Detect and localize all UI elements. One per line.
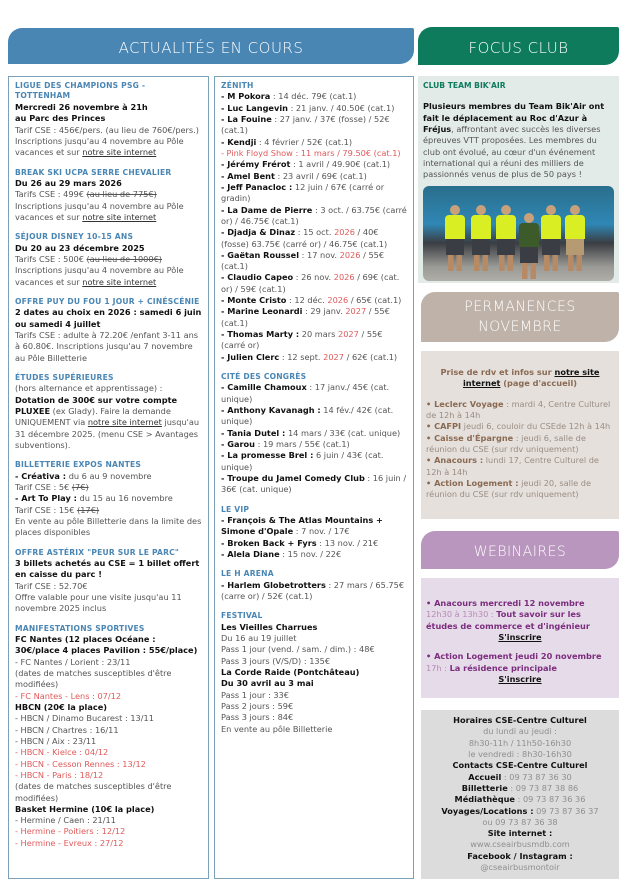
expo-date: du 6 au 9 novembre bbox=[66, 470, 152, 481]
contact-label: Voyages/Locations : bbox=[441, 805, 534, 816]
section-zenith bbox=[221, 81, 407, 363]
tarif-label: Tarif CSE : 15€ bbox=[15, 504, 78, 515]
webinar-detail bbox=[426, 609, 614, 632]
match-note: (dates de matches susceptibles d'être modifiées) bbox=[15, 668, 172, 690]
tarif-text: Tarifs CSE : adulte à 72.20€ /enfant 3-11 ans à 60.80€. Inscriptions jusqu'au 7 novembre au Pôle Billetterie bbox=[15, 330, 199, 363]
show-item bbox=[221, 171, 407, 182]
show-name: - La promesse Brel : bbox=[221, 450, 314, 461]
show-info: 6 juin / 43€ (cat. unique) bbox=[221, 450, 384, 472]
site-link[interactable]: notre site internet bbox=[82, 211, 157, 222]
webinar-heading: • Action Logement jeudi 20 novembre bbox=[426, 651, 602, 662]
event-date: Du 26 au 29 mars 2026 bbox=[15, 177, 122, 188]
match-item: - HBCN / Dinamo Bucarest : 13/11 bbox=[15, 713, 154, 724]
expo-note: En vente au pôle Billetterie dans la limite des places disponibles bbox=[15, 516, 202, 538]
show-name: - Marine Leonardi bbox=[221, 306, 303, 317]
show-name: - Monte Cristo bbox=[221, 295, 287, 306]
offer-validity: Offre valable pour une visite jusqu'au 11 novembre 2025 inclus bbox=[15, 592, 182, 614]
show-item bbox=[221, 137, 407, 148]
register-link[interactable]: S'inscrire bbox=[498, 673, 542, 684]
expo-item bbox=[15, 471, 202, 482]
expo-name: - Créativa : bbox=[15, 470, 67, 481]
permanence-item bbox=[426, 421, 614, 432]
show-info: 20 mars bbox=[299, 329, 339, 340]
show-name: - Djadja & Dinaz bbox=[221, 227, 296, 238]
webinar-topic: Tout savoir sur les études de commerce et d'ingénieur bbox=[426, 609, 590, 631]
actualites-header: ACTUALITÉS EN COURS bbox=[8, 28, 414, 64]
club-title: CLUB TEAM BIK'AIR bbox=[423, 81, 506, 90]
show-name: - Anthony Kavanagh : bbox=[221, 405, 321, 416]
show-info: 14 mars / 33€ (cat. unique) bbox=[285, 427, 401, 438]
show-name: - Tania Dutel : bbox=[221, 427, 286, 438]
permanence-name: • Caisse d'Épargne bbox=[426, 432, 514, 443]
show-item bbox=[221, 473, 407, 496]
permanence-info: lundi 17, Centre Culturel de 12h à 14h bbox=[426, 455, 599, 477]
permanence-info: jeudi 6, couloir du CSEde 12h à 14h bbox=[461, 421, 611, 432]
show-info: : 29 janv. bbox=[302, 306, 346, 317]
section-psg bbox=[15, 81, 202, 159]
section-title: BILLETTERIE EXPOS NANTES bbox=[15, 460, 142, 470]
festival-pass: Pass 2 jours : 59€ bbox=[221, 701, 294, 712]
event-venue: au Parc des Princes bbox=[15, 113, 106, 124]
show-info: : 27 janv. / 37€ (fosse) / 52€ (cat.1) bbox=[221, 114, 390, 136]
show-item bbox=[221, 272, 407, 295]
show-item bbox=[221, 352, 407, 363]
match-item: - HBCN - Cesson Rennes : 13/12 bbox=[15, 758, 146, 769]
permanence-item bbox=[426, 478, 614, 501]
match-item: - HBCN / Aix : 23/11 bbox=[15, 735, 97, 746]
old-price: (17€) bbox=[77, 504, 100, 515]
show-item bbox=[221, 295, 407, 306]
show-name: - Pink Floyd Show bbox=[221, 148, 293, 159]
show-item bbox=[221, 538, 407, 549]
match-item: - Hermine - Evreux : 27/12 bbox=[15, 837, 124, 848]
section-title: FESTIVAL bbox=[221, 611, 263, 621]
festival-date: Du 16 au 19 juillet bbox=[221, 633, 297, 644]
permanences-intro bbox=[426, 367, 614, 390]
show-name: - Gaëtan Roussel bbox=[221, 249, 300, 260]
show-item bbox=[221, 114, 407, 137]
show-item bbox=[221, 159, 407, 170]
show-name: - Garou bbox=[221, 439, 255, 449]
contact-phone: 09 73 87 36 37 bbox=[533, 805, 599, 816]
show-info: : 23 avril / 69€ (cat.1) bbox=[274, 170, 367, 181]
show-info: : 19 mars / 55€ (cat.1) bbox=[255, 439, 350, 449]
show-info: / 69€ (cat. or) / 59€ (cat.1) bbox=[221, 272, 400, 294]
show-name: - Kendji bbox=[221, 136, 257, 147]
festival-date: Du 30 avril au 3 mai bbox=[221, 678, 314, 689]
show-info: : 4 février / 52€ (cat.1) bbox=[256, 136, 353, 147]
social-label: Facebook / Instagram : bbox=[467, 850, 573, 861]
club-description bbox=[423, 101, 614, 180]
show-name: - Amel Bent bbox=[221, 170, 275, 181]
inscription-label: Inscriptions jusqu'au 4 novembre au Pôle vacances et sur bbox=[15, 135, 184, 158]
event-date: 2 dates au choix en 2026 : samedi 6 juin ou samedi 4 juillet bbox=[15, 307, 202, 329]
show-year: 2027 bbox=[338, 329, 359, 340]
webinar-heading: • Anacours mercredi 12 novembre bbox=[426, 598, 585, 608]
contact-line bbox=[425, 806, 615, 817]
tarif-label: Tarifs CSE : 499€ bbox=[15, 189, 87, 200]
rider-figure bbox=[445, 205, 465, 271]
show-info: : 27 mars / 65.75€ (carre or) / 52€ (cat.1) bbox=[221, 579, 405, 602]
show-item bbox=[221, 515, 407, 538]
show-year: 2027 bbox=[323, 351, 344, 362]
webinaires-panel bbox=[421, 578, 619, 698]
team-heading: FC Nantes (12 places Océane : 30€/place 4 places Pavilion : 55€/place) bbox=[15, 634, 198, 656]
festival-name: Les Vieilles Charrues bbox=[221, 621, 318, 632]
show-year: 2026 bbox=[327, 295, 349, 306]
rider-figure bbox=[496, 205, 516, 271]
permanence-name: • Anacours : bbox=[426, 455, 484, 466]
show-item bbox=[221, 205, 407, 228]
section-title: LE H ARENA bbox=[221, 569, 274, 579]
show-info: : 16 juin / 36€ (cat. unique) bbox=[221, 472, 407, 495]
section-title: LIGUE DES CHAMPIONS PSG - TOTTENHAM bbox=[15, 81, 146, 101]
permanence-item bbox=[426, 433, 614, 456]
section-title: LE VIP bbox=[221, 504, 250, 514]
permanence-item bbox=[426, 455, 614, 478]
show-item bbox=[221, 405, 407, 428]
permanence-info: jeudi 20, salle de réunion du CSE (sur rdv uniquement) bbox=[426, 477, 592, 500]
club-description-bold: Plusieurs membres du Team Bik'Air ont fait le déplacement au Roc d'Azur à Fréjus bbox=[423, 101, 605, 135]
show-info: : 17 janv./ 45€ (cat. unique) bbox=[221, 382, 390, 404]
show-name: - Claudio Capeo bbox=[221, 272, 294, 283]
show-year: 2027 bbox=[345, 306, 367, 317]
show-info: / 55€ (cat.1) bbox=[221, 249, 385, 272]
section-disney bbox=[15, 232, 202, 288]
inscription-text bbox=[15, 136, 202, 159]
show-info: / 40€ (fosse) 63.75€ (carré or) / 46.75€ (cat.1) bbox=[221, 227, 388, 249]
show-info: / 55€ (carré or) bbox=[221, 329, 383, 351]
show-year: 2026 bbox=[339, 249, 361, 260]
expo-name: - Art To Play : bbox=[15, 493, 77, 504]
section-festival bbox=[221, 611, 407, 735]
social-handle[interactable]: @cseairbusmontoir bbox=[480, 862, 560, 873]
show-name: - Broken Back + Fyrs bbox=[221, 537, 317, 548]
inscription-label: Inscriptions jusqu'au 4 novembre au Pôle vacances et sur bbox=[15, 200, 184, 222]
contact-line bbox=[425, 772, 615, 783]
permanence-name: • CAFPI bbox=[426, 421, 462, 432]
site-label: Site internet : bbox=[487, 828, 553, 839]
show-item bbox=[221, 428, 407, 439]
intro-text: (page d'accueil) bbox=[500, 378, 577, 389]
site-url[interactable]: www.cseairbusmdb.com bbox=[470, 839, 570, 850]
show-info: / 65€ (cat.1) bbox=[348, 295, 402, 306]
team-photo bbox=[423, 186, 614, 281]
section-title: ZÉNITH bbox=[221, 81, 254, 90]
event-date: Mercredi 26 novembre à 21h bbox=[15, 101, 148, 112]
permanence-name: • Leclerc Voyage bbox=[426, 398, 504, 409]
permanences-header: PERMANENCES NOVEMBRE bbox=[421, 292, 619, 342]
etudes-text-part: (ex Glady). Faire la demande UNIQUEMENT via bbox=[15, 406, 171, 428]
expo-tarif bbox=[15, 505, 202, 516]
show-name: - M Pokora bbox=[221, 91, 271, 102]
actualites-column-right bbox=[214, 76, 414, 879]
section-title: BREAK SKI UCPA SERRE CHEVALIER bbox=[15, 167, 172, 177]
etudes-note: (hors alternance et apprentissage) : bbox=[15, 383, 163, 394]
show-item bbox=[221, 549, 407, 560]
show-info: / 62€ (cat.1) bbox=[343, 351, 398, 362]
show-info: / 55€ (cat.1) bbox=[221, 306, 390, 328]
contact-phone: : 09 73 87 36 36 bbox=[514, 794, 586, 805]
show-info: 14 fév./ 42€ (cat. unique) bbox=[221, 405, 394, 427]
team-heading: Basket Hermine (10€ la place) bbox=[15, 803, 155, 814]
expo-date: du 15 au 16 novembre bbox=[76, 493, 173, 504]
intro-text: Prise de rdv et infos sur bbox=[440, 367, 555, 377]
rider-figure bbox=[565, 205, 585, 271]
section-expos bbox=[15, 460, 202, 538]
dotation-label: Dotation de 300€ sur votre compte PLUXEE bbox=[15, 394, 178, 417]
section-congres bbox=[221, 372, 407, 496]
match-item: - HBCN / Chartres : 16/11 bbox=[15, 724, 119, 735]
hours-line: 8h30-11h / 11h50-16h30 bbox=[468, 737, 572, 748]
show-name: - Camille Chamoux bbox=[221, 382, 307, 393]
section-title: OFFRE PUY DU FOU 1 JOUR + CINÉSCÉNIE bbox=[15, 296, 200, 306]
webinaires-header: WEBINAIRES bbox=[421, 531, 619, 569]
permanence-info: : jeudi 6, salle de réunion du CSE (sur rdv uniquement) bbox=[426, 432, 586, 454]
show-name: - François & The Atlas Mountains + Simone d'Opale bbox=[221, 515, 383, 537]
inscription-text bbox=[15, 265, 202, 288]
site-link[interactable]: notre site internet bbox=[462, 367, 600, 389]
show-item bbox=[221, 91, 407, 102]
show-info: : 26 nov. bbox=[293, 272, 334, 283]
tarif-label: Tarifs CSE : 500€ bbox=[15, 254, 87, 264]
show-info: : 13 nov. / 21€ bbox=[316, 537, 379, 548]
contact-line bbox=[425, 794, 615, 805]
section-title: ÉTUDES SUPÉRIEURES bbox=[15, 372, 114, 382]
show-name: - Jeff Panacloc : bbox=[221, 181, 293, 192]
show-info: : 3 oct. / 63.75€ (carré or) / 46.75€ (cat.1) bbox=[221, 204, 407, 226]
hours-line: le vendredi : 8h30-16h30 bbox=[468, 748, 572, 759]
show-info: : 14 déc. 79€ (cat.1) bbox=[270, 91, 357, 102]
show-info: : 15 nov. / 22€ bbox=[279, 548, 342, 559]
match-item: - FC Nantes / Lorient : 23/11 bbox=[15, 656, 131, 667]
show-info: : 21 janv. / 40.50€ (cat.1) bbox=[287, 102, 395, 113]
show-name: - La Dame de Pierre bbox=[221, 204, 313, 215]
show-info: : 17 nov. bbox=[299, 249, 340, 260]
section-sport bbox=[15, 624, 202, 849]
team-heading: HBCN (20€ la place) bbox=[15, 702, 108, 713]
festival-pass: Pass 3 jours : 84€ bbox=[221, 712, 294, 723]
show-info: 12 juin / 67€ (carré or gradin) bbox=[221, 181, 385, 204]
show-item-sold-out bbox=[221, 148, 407, 159]
webinar-detail bbox=[426, 663, 614, 674]
expo-item bbox=[15, 493, 202, 504]
show-item bbox=[221, 382, 407, 405]
show-name: - Jérémy Frérot bbox=[221, 159, 291, 170]
show-item bbox=[221, 329, 407, 352]
section-h-arena bbox=[221, 569, 407, 602]
show-item bbox=[221, 450, 407, 473]
tarif-text: Tarif CSE : 52.70€ bbox=[15, 580, 88, 591]
old-price: (au lieu de 1000€) bbox=[86, 254, 163, 264]
contacts-title: Contacts CSE-Centre Culturel bbox=[452, 760, 588, 771]
offer-text: 3 billets achetés au CSE = 1 billet offert en caisse du parc ! bbox=[15, 558, 200, 580]
show-info: : 15 oct. bbox=[295, 227, 335, 238]
section-title: SÉJOUR DISNEY 10-15 ANS bbox=[15, 232, 134, 242]
event-date: Du 20 au 23 décembre 2025 bbox=[15, 242, 145, 253]
show-name: - Julien Clerc bbox=[221, 351, 280, 362]
show-info: : 7 nov. / 17€ bbox=[293, 526, 350, 537]
festival-name: La Corde Raide (Pontchâteau) bbox=[221, 667, 360, 678]
show-year: 2026 bbox=[334, 227, 355, 238]
section-asterix bbox=[15, 548, 202, 615]
section-puy-du-fou bbox=[15, 297, 202, 364]
rider-figure bbox=[541, 205, 561, 271]
webinar-time: 12h30 à 13h30 : bbox=[426, 609, 497, 620]
show-name: - Thomas Marty : bbox=[221, 329, 300, 340]
match-item: - HBCN - Kielce : 04/12 bbox=[15, 747, 109, 758]
contact-phone: ou 09 73 87 36 38 bbox=[482, 816, 558, 827]
contact-panel bbox=[421, 710, 619, 879]
show-item bbox=[221, 182, 407, 205]
old-price: (au lieu de 775€) bbox=[86, 189, 157, 200]
festival-pass: Pass 1 jour : 33€ bbox=[221, 689, 289, 700]
webinar-topic: La résidence principale bbox=[449, 662, 557, 673]
show-info: : 11 mars / 79.50€ (cat.1) bbox=[292, 148, 401, 159]
permanences-panel bbox=[421, 351, 619, 519]
tarif-text bbox=[15, 189, 202, 200]
match-item: - HBCN - Paris : 18/12 bbox=[15, 769, 104, 780]
contact-label: Accueil bbox=[468, 771, 502, 782]
show-year: 2026 bbox=[333, 272, 355, 283]
contact-line bbox=[425, 783, 615, 794]
show-item bbox=[221, 103, 407, 114]
show-info: : 1 avril / 49.90€ (cat.1) bbox=[290, 159, 391, 170]
site-link[interactable]: notre site internet bbox=[82, 276, 157, 287]
section-title: MANIFESTATIONS SPORTIVES bbox=[15, 623, 145, 633]
focus-club-header: FOCUS CLUB bbox=[418, 27, 619, 65]
festival-note: En vente au pôle Billetterie bbox=[221, 723, 333, 734]
section-etudes bbox=[15, 373, 202, 451]
hours-title: Horaires CSE-Centre Culturel bbox=[453, 715, 587, 725]
hours-line: du lundi au jeudi : bbox=[483, 726, 557, 737]
expo-tarif bbox=[15, 482, 202, 493]
match-item: - FC Nantes - Lens : 07/12 bbox=[15, 690, 122, 701]
inscription-label: Inscriptions jusqu'au 4 novembre au Pôle vacances et sur bbox=[15, 265, 184, 287]
show-item bbox=[221, 250, 407, 273]
festival-pass: Pass 3 jours (V/S/D) : 135€ bbox=[221, 655, 331, 666]
etudes-text-part: jusqu'au 31 décembre 2025. (menu CSE > Avantages subventions). bbox=[15, 417, 200, 450]
webinar-time: 17h : bbox=[426, 662, 450, 673]
club-description-text: , affrontant avec succès les diverses épreuves VTT proposées. Les membres du club ont évolué, au cœur d'un événement international qui a réuni des milliers de passionnés venus de plus de 50 pays ! bbox=[423, 124, 601, 180]
tarif-label: Tarif CSE : 5€ bbox=[15, 482, 72, 493]
match-note: (dates de matches susceptibles d'être modifiées) bbox=[15, 781, 172, 803]
inscription-text bbox=[15, 201, 202, 224]
show-info: : 12 sept. bbox=[279, 351, 324, 362]
contact-phone: : 09 73 87 38 86 bbox=[507, 782, 579, 793]
show-name: - Alela Diane bbox=[221, 548, 280, 559]
section-vip bbox=[221, 505, 407, 561]
actualites-column-left bbox=[8, 76, 209, 879]
old-price: (7€) bbox=[71, 482, 89, 493]
contact-label: Médiathèque bbox=[454, 794, 515, 805]
show-item bbox=[221, 580, 407, 603]
permanence-info: : mardi 4, Centre Culturel de 12h à 14h bbox=[426, 398, 611, 420]
register-link[interactable]: S'inscrire bbox=[498, 631, 542, 642]
tarif-text: Tarif CSE : 456€/pers. (au lieu de 760€/pers.) bbox=[15, 124, 199, 135]
etudes-text bbox=[15, 395, 202, 452]
show-name: - Troupe du Jamel Comedy Club bbox=[221, 472, 365, 483]
permanence-name: • Action Logement : bbox=[426, 477, 519, 488]
site-link[interactable]: notre site internet bbox=[87, 417, 162, 428]
show-item bbox=[221, 306, 407, 329]
show-item bbox=[221, 439, 407, 450]
show-name: - Luc Langevin bbox=[221, 102, 288, 113]
show-info: : 12 déc. bbox=[286, 295, 328, 306]
tarif-text bbox=[15, 254, 202, 265]
section-title: CITÉ DES CONGRÈS bbox=[221, 371, 307, 381]
permanence-item bbox=[426, 399, 614, 422]
site-link[interactable]: notre site internet bbox=[82, 147, 157, 158]
section-ski bbox=[15, 168, 202, 224]
rider-figure bbox=[519, 213, 539, 271]
show-name: - Harlem Globetrotters bbox=[221, 579, 326, 590]
festival-pass: Pass 1 jour (vend. / sam. / dim.) : 48€ bbox=[221, 644, 375, 655]
focus-club-panel bbox=[418, 76, 619, 283]
match-item: - Hermine - Poitiers : 12/12 bbox=[15, 826, 126, 837]
show-name: - La Fouine bbox=[221, 114, 272, 125]
contact-label: Billetterie bbox=[461, 782, 508, 793]
contact-phone: : 09 73 87 36 30 bbox=[501, 771, 572, 782]
match-item: - Hermine / Caen : 21/11 bbox=[15, 815, 116, 826]
rider-figure bbox=[471, 205, 491, 271]
section-title: OFFRE ASTÉRIX "PEUR SUR LE PARC" bbox=[15, 547, 180, 557]
show-item bbox=[221, 227, 407, 250]
